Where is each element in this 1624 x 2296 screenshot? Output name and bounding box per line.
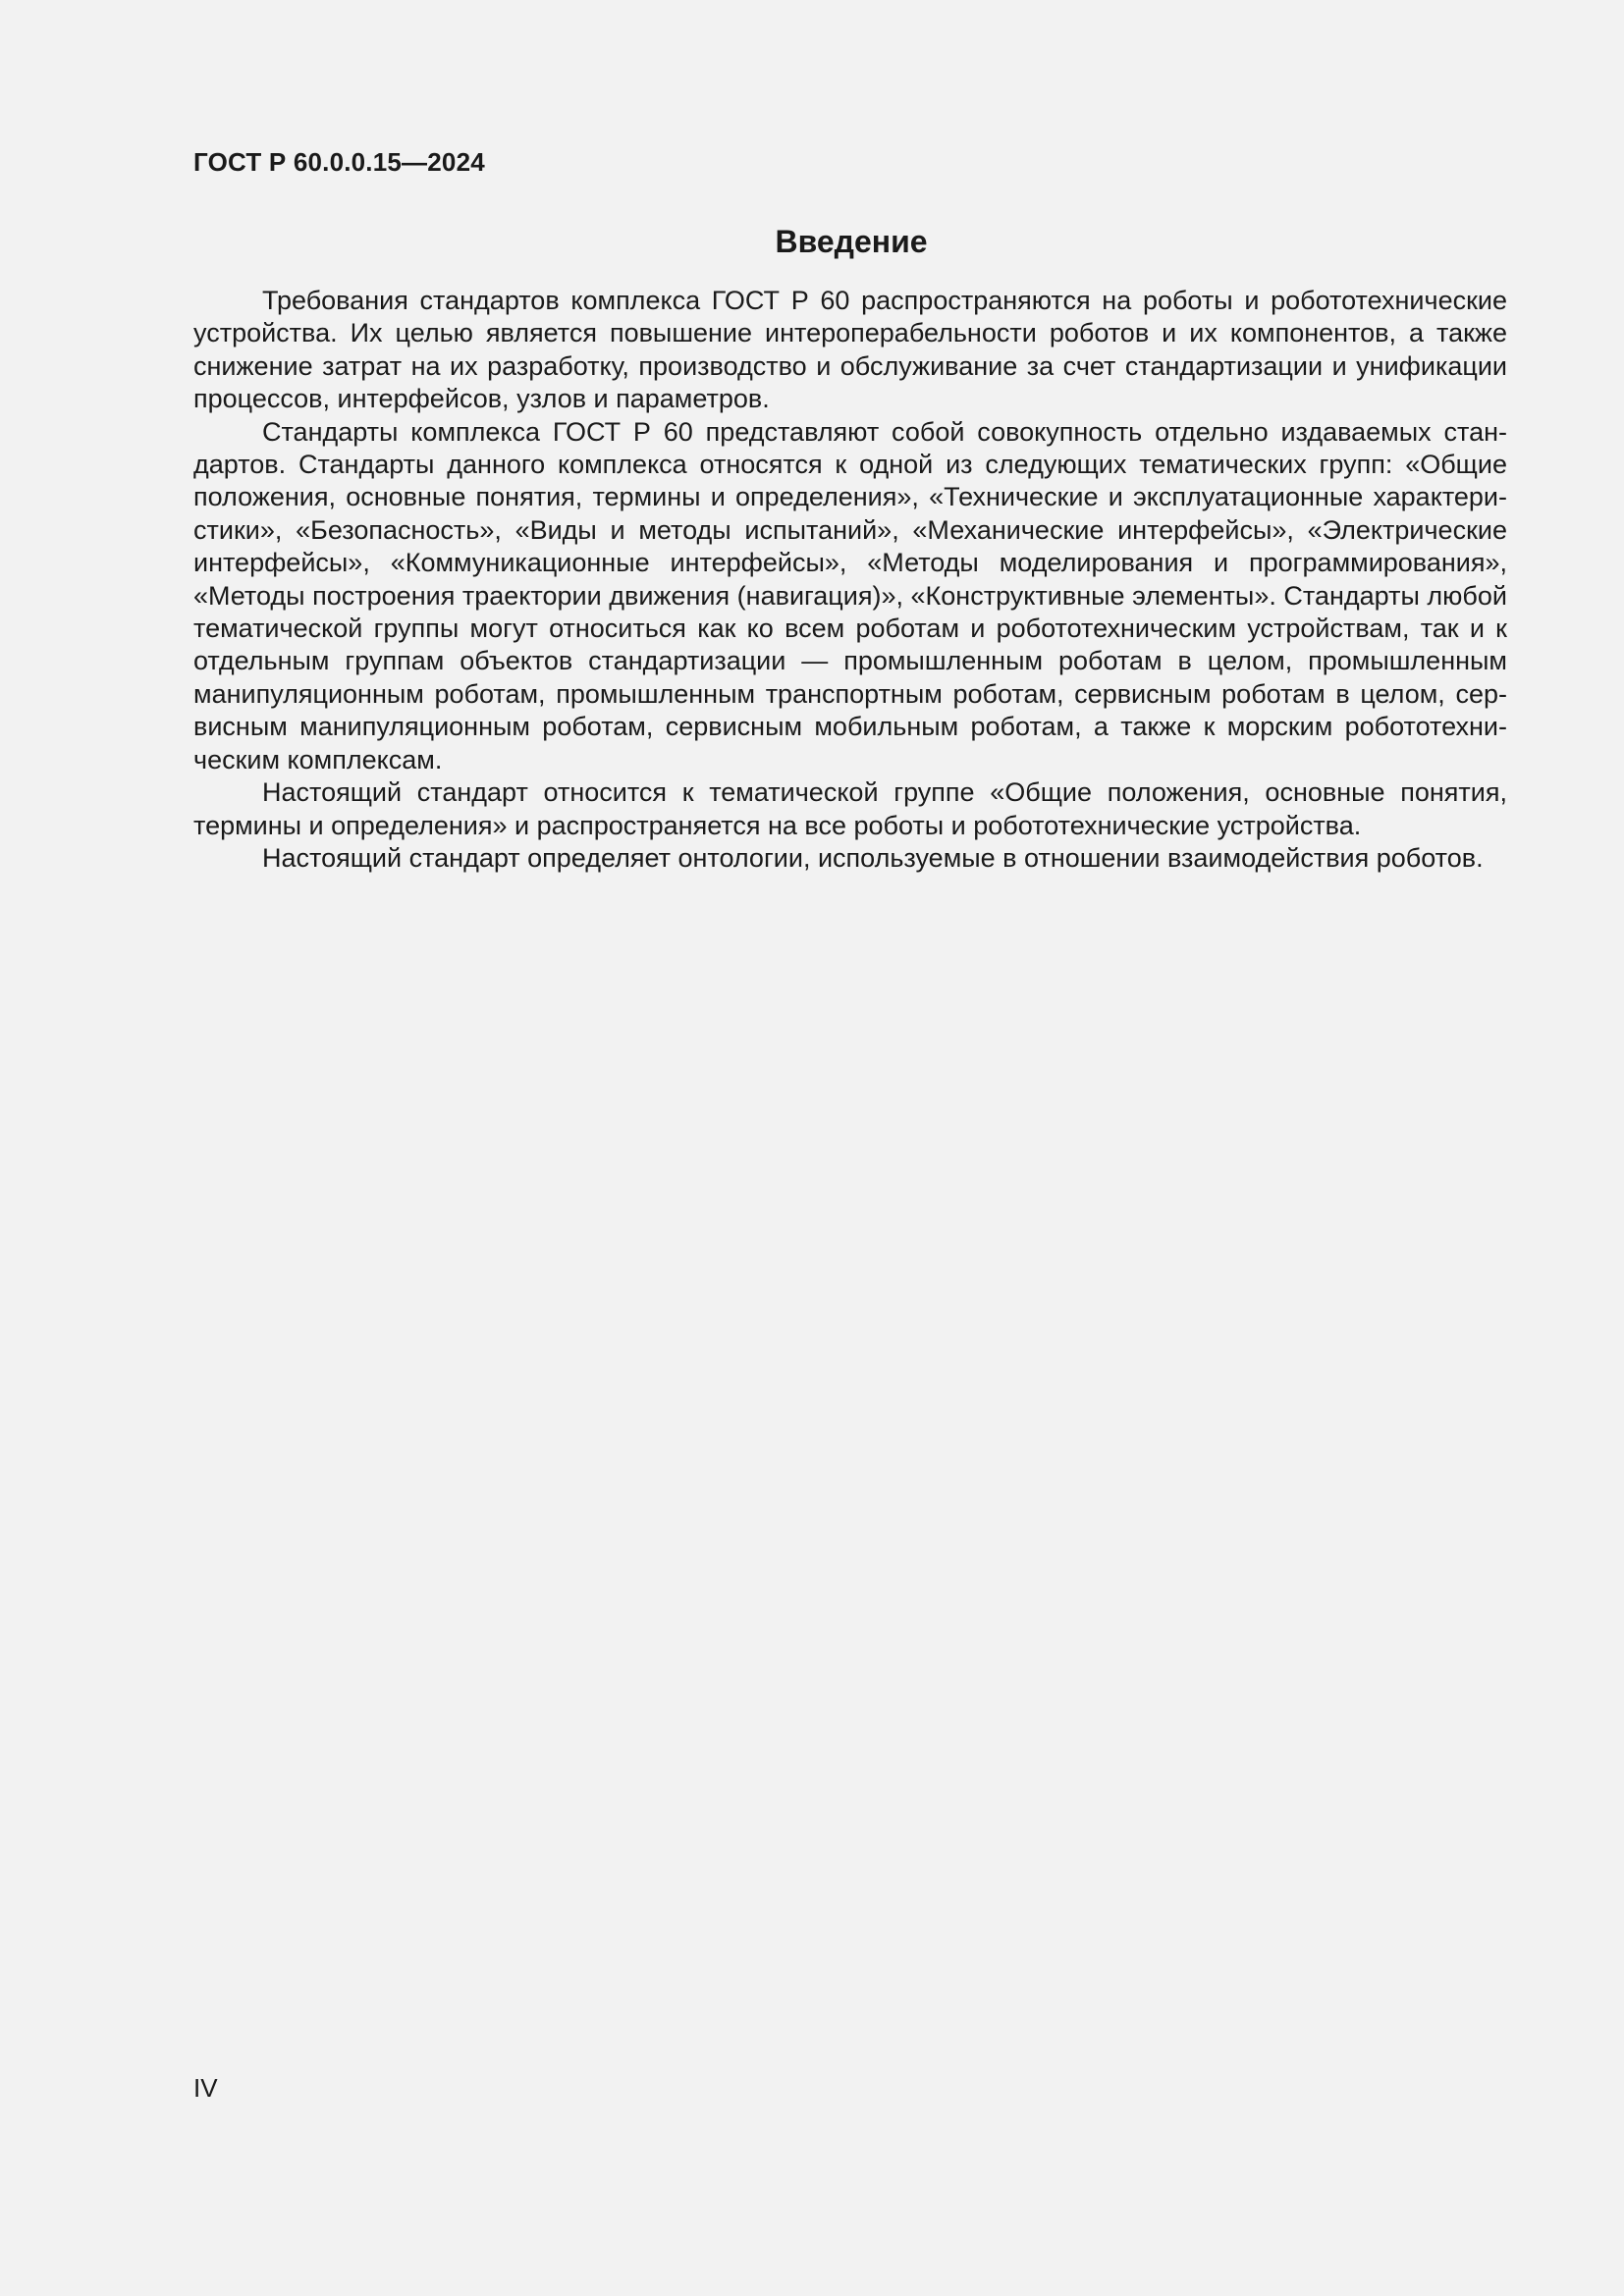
section-body xyxy=(193,285,1507,875)
paragraph-4: Настоящий стандарт определяет онтологии, используемые в отношении взаимодействия роботов. xyxy=(262,842,1484,873)
page-number: IV xyxy=(193,2073,218,2103)
section-title: Введение xyxy=(775,224,928,259)
paragraph-2: Стандарты комплекса ГОСТ Р 60 представляют собой совокупность отдельно издаваемых стандартов. Стандарты данного комплекса относятся к одной из следующих тематических групп: «Общие положения, основные понятия, термины и определения», «Технические и эксплуатационные характеристики», «Безопасность», «Виды и методы испытаний», «Механические интерфейсы», «Электрические интерфейсы», «Коммуникационные интерфейсы», «Методы моделирования и программирования», «Методы построения траектории движения (навигация)», «Конструктивные элементы». Стандарты любой тематической группы могут относиться как ко всем роботам и робототехническим устройствам, так и к отдельным группам объектов стандартизации — промышленным роботам в целом, промышленным манипуляционным роботам, промышленным транспортным роботам, сервисным роботам в целом, сервисным манипуляционным роботам, сервисным мобильным роботам, а также к морским робототехническим комплексам. xyxy=(193,416,1507,774)
paragraph-1: Требования стандартов комплекса ГОСТ Р 60 распространяются на роботы и робототехнические устройства. Их целью является повышение интероперабельности роботов и их компонентов, а также снижение затрат на их разработку, производство и обслуживание за счет стандартизации и унификации процессов, интерфейсов, узлов и параметров. xyxy=(193,286,1507,414)
document-code: ГОСТ Р 60.0.0.15—2024 xyxy=(193,147,485,177)
paragraph-3: Настоящий стандарт относится к тематической группе «Общие положения, основные понятия, термины и определения» и распространяется на все роботы и робототехнические устройства. xyxy=(193,777,1507,840)
